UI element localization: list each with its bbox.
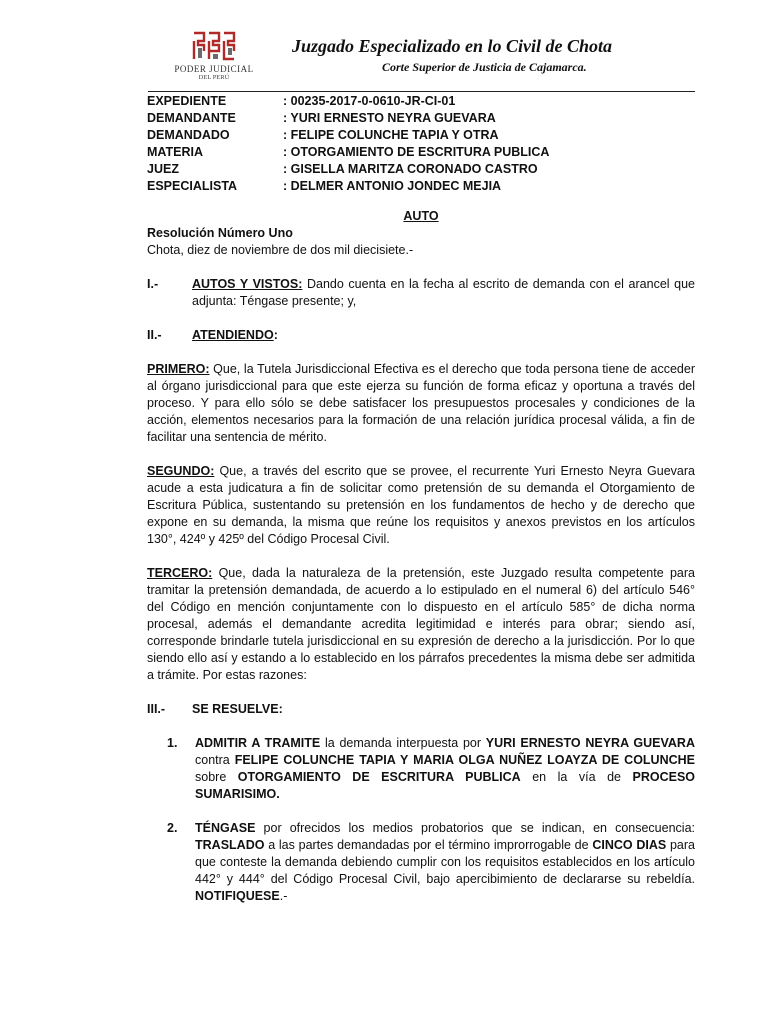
doc-title: AUTO [403, 209, 439, 223]
logo-sub: DEL PERÚ [198, 74, 230, 81]
case-row-materia: MATERIA : OTORGAMIENTO DE ESCRITURA PUBLICA [147, 145, 550, 159]
court-title: Juzgado Especializado en lo Civil de Chota [292, 36, 613, 56]
logo-name: PODER JUDICIAL [174, 64, 254, 74]
court-subtitle: Corte Superior de Justicia de Cajamarca. [382, 60, 587, 74]
date-line: Chota, diez de noviembre de dos mil diecisiete.- [147, 243, 414, 257]
case-info [147, 93, 707, 195]
header-divider [148, 91, 695, 92]
resolution-list [167, 735, 695, 905]
poder-judicial-logo [168, 30, 260, 82]
section-atendiendo: II.- ATENDIENDO: [147, 328, 278, 342]
resolution-number: Resolución Número Uno [147, 226, 293, 240]
case-row-expediente: EXPEDIENTE : 00235-2017-0-0610-JR-CI-01 [147, 94, 456, 108]
list-item: 1. ADMITIR A TRAMITE la demanda interpuesta por YURI ERNESTO NEYRA GUEVARA contra FELIPE COLUNCHE TAPIA Y MARIA OLGA NUÑEZ LOAYZA DE COLUNCHE sobre OTORGAMIENTO DE ESCRITURA PUBLICA en la vía de PROCESO SUMARISIMO. [167, 736, 696, 801]
case-row-demandante: DEMANDANTE : YURI ERNESTO NEYRA GUEVARA [147, 111, 496, 125]
case-row-especialista: ESPECIALISTA : DELMER ANTONIO JONDEC MEJIA [147, 179, 502, 193]
document-body [147, 208, 695, 905]
section-autos-y-vistos: I.- AUTOS Y VISTOS: Dando cuenta en la fecha al escrito de demanda con el arancel que adjunta: Téngase presente; y, [147, 277, 695, 308]
section-heading: AUTOS Y VISTOS: [192, 277, 303, 291]
case-row-demandado: DEMANDADO : FELIPE COLUNCHE TAPIA Y OTRA [147, 128, 499, 142]
section-se-resuelve: III.- SE RESUELVE: [147, 702, 283, 716]
paragraph-segundo: SEGUNDO: Que, a través del escrito que se provee, el recurrente Yuri Ernesto Neyra Guevara acude a esta judicatura a fin de solicitar como pretensión de su demanda el Otorgamiento de Escritura Pública, sustentando su pretensión en los fundamentos de hecho y de derecho que expone en su demanda, la misma que reúne los requisitos y anexos previstos en los artículos 130°, 424º y 425º del Código Procesal Civil. [147, 464, 695, 546]
paragraph-primero: PRIMERO: Que, la Tutela Jurisdiccional Efectiva es el derecho que toda persona tiene de acceder al órgano jurisdiccional para que este ejerza su función de forma eficaz y oportuna a través del proceso. Y para ello sólo se debe satisfacer los presupuestos procesales y condiciones de la acción, elementos necesarios para la formación de una relación jurídica procesal válida, a fin de facilitar una sentencia de mérito. [147, 362, 695, 444]
paragraph-tercero: TERCERO: Que, dada la naturaleza de la pretensión, este Juzgado resulta competente para tramitar la pretensión demandada, de acuerdo a lo estipulado en el numeral 6) del artículo 546° del Código en mención conjuntamente con lo dispuesto en el artículo 585° de dicha norma procesal, además el demandante acredita legitimidad e interés para obrar; siendo así, corresponde brindarle tutela jurisdiccional en su expresión de derecho a la jurisdicción. Por lo que siendo ello así y estando a lo establecido en los párrafos precedentes la misma debe ser admitida a trámite. Por estas razones: [147, 566, 695, 682]
list-item: 2. TÉNGASE por ofrecidos los medios probatorios que se indican, en consecuencia: TRASLADO a las partes demandadas por el término improrrogable de CINCO DIAS para que conteste la demanda debiendo cumplir con los requisitos establecidos en los artículo 442° y 444° del Código Procesal Civil, bajo apercibimiento de declararse su rebeldía. NOTIFIQUESE.- [167, 821, 695, 903]
case-row-juez: JUEZ : GISELLA MARITZA CORONADO CASTRO [147, 162, 538, 176]
poder-judicial-emblem-icon [191, 30, 237, 62]
